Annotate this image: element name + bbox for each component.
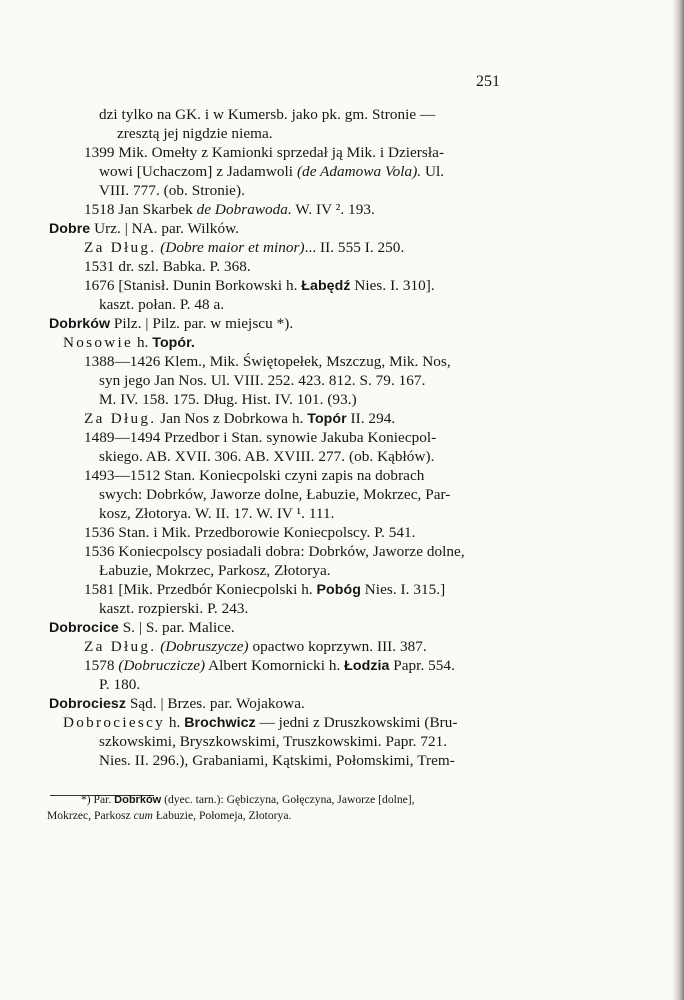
italic-text: de Dobrawoda.	[196, 201, 292, 218]
spaced-text: Za Dług.	[84, 410, 157, 427]
italic-text: cum	[133, 809, 153, 822]
text-run: 1489—1494 Przedbor i Stan. synowie Jakuba Koniecpol-	[84, 429, 437, 446]
bold-term: Łodzia	[344, 658, 390, 674]
text-line	[63, 333, 195, 353]
text-line	[99, 181, 245, 200]
text-line	[99, 162, 444, 181]
bold-term: Topór	[307, 411, 347, 427]
text-line	[84, 637, 427, 656]
text-run: M. IV. 158. 175. Dług. Hist. IV. 101. (93.)	[99, 391, 357, 408]
spaced-text: Dobrociescy	[63, 714, 166, 731]
text-line	[84, 409, 395, 429]
text-run: 1581 [Mik. Przedbór Koniecpolski h.	[84, 581, 317, 598]
text-line	[84, 352, 451, 371]
text-run: Łabuzie, Mokrzec, Parkosz, Złotorya.	[99, 562, 331, 579]
text-line	[84, 238, 404, 257]
bold-term: Łabędź	[301, 278, 351, 294]
text-run: skiego. AB. XVII. 306. AB. XVIII. 277. (ob. Kąbłów).	[99, 448, 435, 465]
text-run: Papr. 554.	[389, 657, 455, 674]
text-run: Jan Nos z Dobrkowa h.	[156, 410, 308, 427]
text-line	[99, 675, 140, 694]
text-run: 1536 Stan. i Mik. Przedborowie Koniecpolscy. P. 541.	[84, 524, 416, 541]
text-run: Urz. | NA. par. Wilków.	[90, 220, 239, 237]
text-line	[84, 257, 251, 276]
text-run: 1388—1426 Klem., Mik. Świętopełek, Mszczug, Mik. Nos,	[84, 353, 451, 370]
text-line	[117, 124, 273, 143]
text-line	[99, 447, 434, 466]
text-run: h.	[133, 334, 153, 351]
text-line	[99, 504, 334, 523]
text-run: zresztą jej nigdzie niema.	[117, 125, 273, 142]
italic-text: (Dobruczicze)	[118, 657, 206, 674]
bold-term: Dobrków	[114, 794, 162, 806]
text-run: syn jego Jan Nos. Ul. VIII. 252. 423. 812. S. 79. 167.	[99, 372, 426, 389]
text-run: Nies. I. 315.]	[360, 581, 446, 598]
text-line	[99, 599, 248, 618]
text-run: Nies. I. 310].	[350, 277, 435, 294]
text-run: 1399 Mik. Omełty z Kamionki sprzedał ją Mik. i Dziersła-	[84, 144, 445, 161]
text-run: dzi tylko na GK. i w Kumersb. jako pk. gm. Stronie —	[99, 106, 436, 123]
text-run: Ul.	[421, 163, 445, 180]
text-line	[84, 580, 445, 600]
text-line	[99, 751, 455, 770]
text-run: wowi [Uchaczom] z Jadamwoli	[99, 163, 297, 180]
bold-term: Topór.	[152, 335, 195, 351]
spaced-text: Za Dług.	[84, 638, 157, 655]
bold-term: Dobrocice	[49, 620, 119, 636]
text-run: Pilz. | Pilz. par. w miejscu *).	[110, 315, 294, 332]
text-line	[99, 561, 331, 580]
bold-term: Dobre	[49, 221, 91, 237]
text-run: *) Par.	[81, 793, 115, 806]
text-run: kaszt. rozpierski. P. 243.	[99, 600, 249, 617]
italic-text: (Dobruszycze)	[160, 638, 249, 655]
text-line	[49, 219, 239, 239]
text-line	[84, 143, 444, 162]
bold-term: Pobóg	[316, 582, 361, 598]
text-run: Albert Komornicki h.	[205, 657, 345, 674]
text-run: P. 180.	[99, 676, 141, 693]
footnote-line	[81, 792, 415, 808]
text-run: — jedni z Druszkowskimi (Bru-	[255, 714, 458, 731]
text-run: W. IV ². 193.	[291, 201, 375, 218]
text-run: II. 294.	[346, 410, 396, 427]
bold-term: Dobrków	[49, 316, 111, 332]
text-line	[99, 295, 224, 314]
text-line	[49, 618, 235, 638]
text-line	[99, 105, 435, 124]
spaced-text: Nosowie	[63, 334, 134, 351]
text-line	[49, 694, 305, 714]
footnote-line	[47, 808, 291, 823]
text-line	[84, 276, 435, 296]
bold-term: Brochwicz	[184, 715, 256, 731]
text-run: 1493—1512 Stan. Koniecpolski czyni zapis na dobrach	[84, 467, 425, 484]
text-line	[84, 466, 424, 485]
text-run: 1531 dr. szl. Babka. P. 368.	[84, 258, 251, 275]
text-line	[99, 371, 425, 390]
text-run: Nies. II. 296.), Grabaniami, Kątskimi, Połomskimi, Trem-	[99, 752, 455, 769]
text-line	[84, 200, 375, 219]
text-line	[49, 314, 293, 334]
text-line	[84, 523, 416, 542]
italic-text: (de Adamowa Vola).	[296, 163, 422, 180]
bold-term: Dobrociesz	[49, 696, 126, 712]
scan-edge-shadow	[672, 0, 684, 1000]
italic-text: (Dobre maior et minor)	[160, 239, 305, 256]
page-number: 251	[476, 73, 500, 90]
text-run: swych: Dobrków, Jaworze dolne, Łabuzie, Mokrzec, Par-	[99, 486, 451, 503]
text-line	[99, 732, 447, 751]
text-run: 1518 Jan Skarbek	[84, 201, 197, 218]
text-run: kaszt. połan. P. 48 a.	[99, 296, 225, 313]
text-run: (dyec. tarn.): Gębiczyna, Gołęczyna, Jaworze [dolne],	[161, 793, 415, 806]
text-run: 1536 Koniecpolscy posiadali dobra: Dobrków, Jaworze dolne,	[84, 543, 465, 560]
text-line	[99, 485, 450, 504]
text-line	[84, 428, 436, 447]
text-run: h.	[165, 714, 185, 731]
text-run: szkowskimi, Bryszkowskimi, Truszkowskimi. Papr. 721.	[99, 733, 448, 750]
text-run: opactwo koprzywn. III. 387.	[248, 638, 427, 655]
text-line	[84, 542, 465, 561]
text-run: VIII. 777. (ob. Stronie).	[99, 182, 245, 199]
text-run: S. | S. par. Malice.	[118, 619, 235, 636]
text-run: 1578	[84, 657, 119, 674]
text-line	[63, 713, 458, 733]
text-line	[99, 390, 357, 409]
spaced-text: Za Dług.	[84, 239, 157, 256]
text-run: 1676 [Stanisł. Dunin Borkowski h.	[84, 277, 302, 294]
text-run: Łabuzie, Połomeja, Złotorya.	[152, 809, 292, 822]
text-run: Sąd. | Brzes. par. Wojakowa.	[125, 695, 305, 712]
text-run: ... II. 555 I. 250.	[304, 239, 405, 256]
text-run: Mokrzec, Parkosz	[47, 809, 134, 822]
text-line	[84, 656, 455, 676]
text-run: kosz, Złotorya. W. II. 17. W. IV ¹. 111.	[99, 505, 335, 522]
